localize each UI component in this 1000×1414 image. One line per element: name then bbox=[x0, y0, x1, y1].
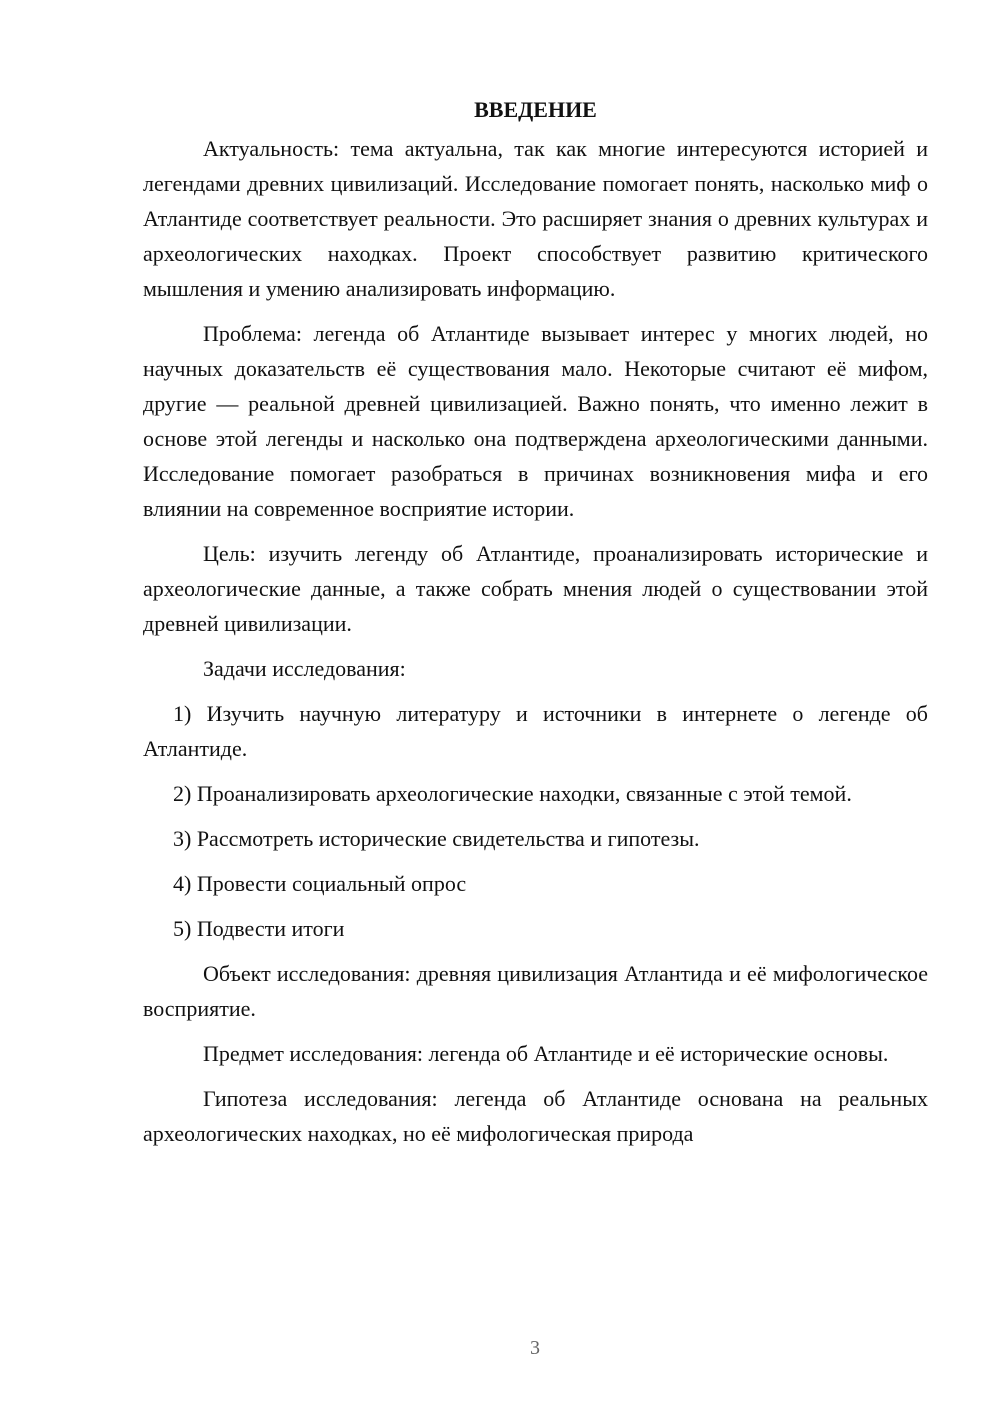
task-item: 2) Проанализировать археологические находки, связанные с этой темой. bbox=[173, 781, 852, 806]
problem-paragraph: Проблема: легенда об Атлантиде вызывает интерес у многих людей, но научных доказательств её существования мало. Некоторые считают её мифом, другие — реальной древней цивилизацией. Важно понять, что именно лежит в основе этой легенды и насколько она подтверждена археологическими данными. Исследование помогает разобраться в причинах возникновения мифа и его влиянии на современное восприятие истории. bbox=[143, 321, 928, 521]
tasks-title: Задачи исследования: bbox=[203, 656, 406, 681]
section-heading: ВВЕДЕНИЕ bbox=[474, 97, 597, 122]
page-number: 3 bbox=[530, 1337, 540, 1359]
goal-paragraph: Цель: изучить легенду об Атлантиде, проанализировать исторические и археологические данные, а также собрать мнения людей о существовании этой древней цивилизации. bbox=[143, 541, 928, 636]
subject-paragraph: Предмет исследования: легенда об Атлантиде и её исторические основы. bbox=[203, 1041, 889, 1066]
task-item: 5) Подвести итоги bbox=[173, 916, 345, 941]
page-content bbox=[143, 95, 928, 1161]
task-item: 1) Изучить научную литературу и источники в интернете о легенде об Атлантиде. bbox=[143, 701, 928, 761]
task-item: 4) Провести социальный опрос bbox=[173, 871, 467, 896]
relevance-paragraph: Актуальность: тема актуальна, так как многие интересуются историей и легендами древних цивилизаций. Исследование помогает понять, насколько миф о Атлантиде соответствует реальности. Это расширяет знания о древних культурах и археологических находках. Проект способствует развитию критического мышления и умению анализировать информацию. bbox=[143, 136, 928, 301]
object-paragraph: Объект исследования: древняя цивилизация Атлантида и её мифологическое восприятие. bbox=[143, 961, 928, 1021]
hypothesis-paragraph: Гипотеза исследования: легенда об Атлантиде основана на реальных археологических находках, но её мифологическая природа bbox=[143, 1086, 928, 1146]
task-item: 3) Рассмотреть исторические свидетельства и гипотезы. bbox=[173, 826, 700, 851]
